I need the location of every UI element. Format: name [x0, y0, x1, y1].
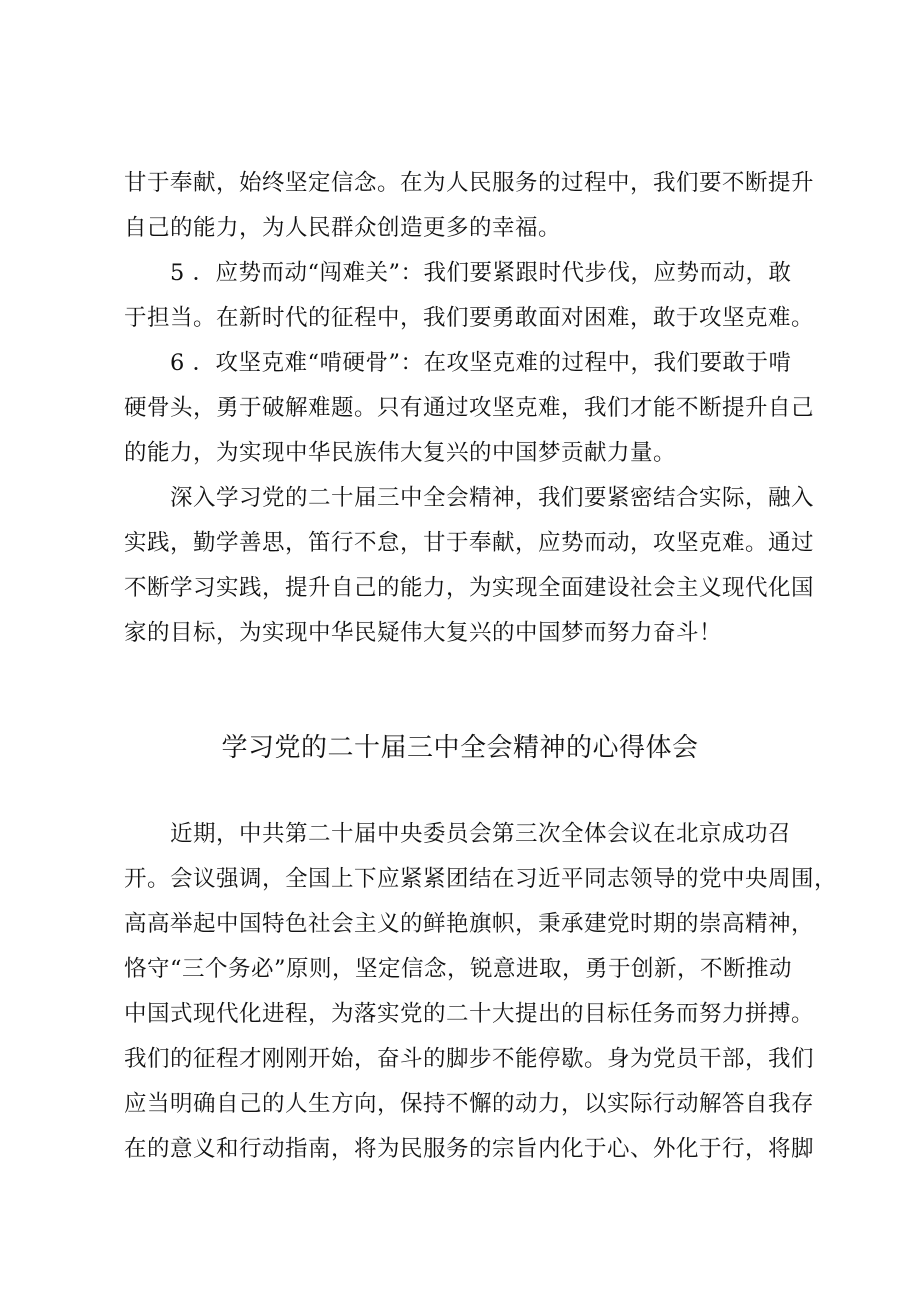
paragraph-line: 近期，中共第二十届中央委员会第三次全体会议在北京成功召	[170, 821, 792, 847]
paragraph-line: 高高举起中国特色社会主义的鲜艳旗帜，秉承建党时期的崇高精神，	[124, 911, 815, 937]
paragraph-line: 的能力，为实现中华民族伟大复兴的中国梦贡献力量。	[124, 440, 677, 466]
paragraph-line: 恪守“三个务必”原则，坚定信念，锐意进取，勇于创新，不断推动	[124, 956, 793, 982]
paragraph-line: 家的目标，为实现中华民疑伟大复兴的中国梦而努力奋斗！	[124, 620, 723, 646]
paragraph-line: 在的意义和行动指南，将为民服务的宗旨内化于心、外化于行，将脚	[124, 1136, 815, 1162]
paragraph-line: 甘于奉献，始终坚定信念。在为人民服务的过程中，我们要不断提升	[124, 170, 815, 196]
paragraph-line: 中国式现代化进程，为落实党的二十大提出的目标任务而努力拼搏。	[124, 1001, 815, 1027]
paragraph-line: 应当明确自己的人生方向，保持不懈的动力，以实际行动解答自我存	[124, 1091, 815, 1117]
document-title: 学习党的二十届三中全会精神的心得体会	[221, 733, 699, 763]
paragraph-line: 于担当。在新时代的征程中，我们要勇敢面对困难，敢于攻坚克难。	[124, 305, 815, 331]
paragraph-line: 实践，勤学善思，笛行不怠，甘于奉献，应势而动，攻坚克难。通过	[124, 530, 815, 556]
paragraph-line: 深入学习党的二十届三中全会精神，我们要紧密结合实际，融入	[170, 485, 815, 511]
paragraph-line: 开。会议强调，全国上下应紧紧团结在习近平同志领导的党中央周围，	[124, 866, 838, 892]
paragraph-line: 硬骨头，勇于破解难题。只有通过攻坚克难，我们才能不断提升自己	[124, 395, 815, 421]
paragraph-line: 我们的征程才刚刚开始，奋斗的脚步不能停歇。身为党员干部，我们	[124, 1046, 815, 1072]
numbered-item-5: 5 ．应势而动“闯难关”：我们要紧跟时代步伐，应势而动，敢	[170, 260, 792, 286]
paragraph-line: 不断学习实践，提升自己的能力，为实现全面建设社会主义现代化国	[124, 575, 815, 601]
numbered-item-6: 6 ．攻坚克难“啃硬骨”：在攻坚克难的过程中，我们要敢于啃	[170, 350, 792, 376]
paragraph-line: 自己的能力，为人民群众创造更多的幸福。	[124, 215, 562, 241]
